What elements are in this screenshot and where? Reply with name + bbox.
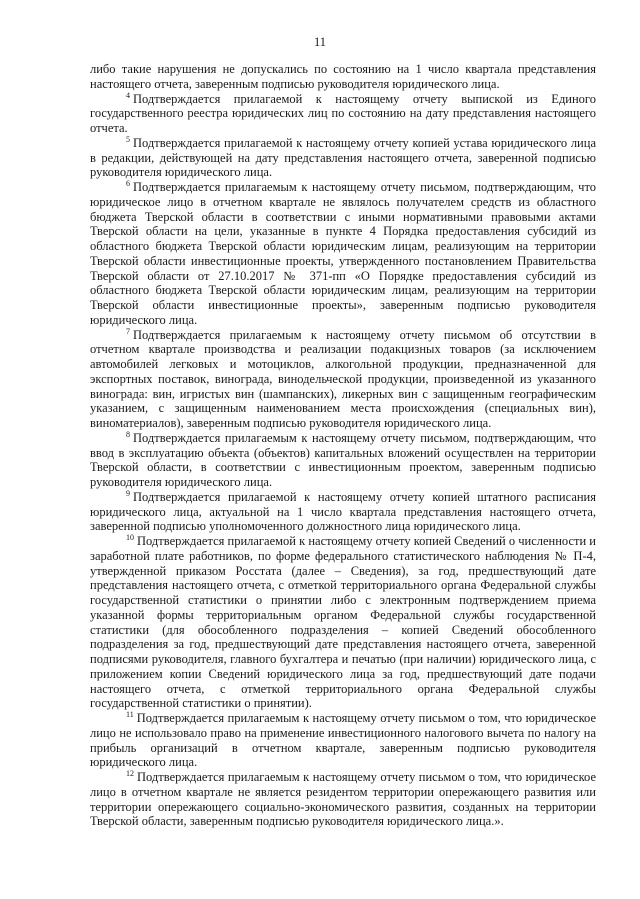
paragraph-text: Подтверждается прилагаемым к настоящему отчету письмом о том, что юридическое лицо в отчетном квартале не является резидентом территории опережающего развития или территории опережающего социально-экономического развития, созданных на территории Тверской области, заверенным подписью руководителя юридического лица.». <box>90 770 596 829</box>
page-number: 11 <box>313 35 327 49</box>
footnote-9 <box>90 490 596 534</box>
footnote-10 <box>90 534 596 711</box>
paragraph-text: Подтверждается прилагаемым к настоящему отчету письмом, подтверждающим, что ввод в эксплуатацию объекта (объектов) капитальных вложений осуществлен на территории Тверской области, в соответствии с инвестиционным проектом, заверенным подписью руководителя юридического лица. <box>90 430 596 489</box>
paragraph-text: Подтверждается прилагаемой к настоящему отчету копией устава юридического лица в редакции, действующей на дату представления настоящего отчета, заверенной подписью руководителя юридического лица. <box>90 135 596 180</box>
footnote-mark: 5 <box>126 134 130 144</box>
footnote-mark: 10 <box>126 533 134 542</box>
paragraph-text: либо такие нарушения не допускались по состоянию на 1 число квартала представления настоящего отчета, заверенным подписью руководителя юридического лица. <box>90 62 596 91</box>
footnote-11 <box>90 711 596 770</box>
footnote-4 <box>90 92 596 136</box>
footnote-mark: 12 <box>126 769 134 778</box>
paragraph-text: Подтверждается прилагаемой к настоящему отчету копией штатного расписания юридического лица, актуальной на 1 число квартала представления настоящего отчета, заверенной подписью уполномоченного должностного лица юридического лица. <box>90 489 596 534</box>
footnote-6 <box>90 180 596 328</box>
footnotes-text <box>90 62 596 829</box>
footnote-8 <box>90 431 596 490</box>
footnote-7 <box>90 328 596 431</box>
footnote-12 <box>90 770 596 829</box>
footnote-mark: 11 <box>126 710 134 719</box>
paragraph-continuation <box>90 62 596 92</box>
footnote-mark: 4 <box>126 90 130 100</box>
paragraph-text: Подтверждается прилагаемым к настоящему отчету письмом об отсутствии в отчетном квартале производства и реализации подакцизных товаров (за исключением автомобилей легковых и мотоциклов, алкогольной продукции, предназначенной для экспортных поставок, винограда, винодельческой продукции, произведенной из указанного винограда: вин, игристых вин (шампанских), ликерных вин с защищенным географическим указанием, с защищенным наименованием места происхождения (специальных вин), виноматериалов), заверенным подписью руководителя юридического лица. <box>90 327 596 430</box>
footnote-mark: 7 <box>126 326 130 336</box>
footnote-mark: 9 <box>126 488 130 498</box>
paragraph-text: Подтверждается прилагаемой к настоящему отчету копией Сведений о численности и заработной плате работников, по форме федерального статистического наблюдения № П-4, утвержденной приказом Росстата (далее – Сведения), за год, предшествующий дате представления настоящего отчета, с отметкой территориального органа Федеральной службы государственной статистики о принятии либо с электронным подтверждением приема указанной формы территориальным органом Федеральной службы государственной статистики (для обособленного подразделения – копией Сведений обособленного подразделения за год, предшествующий дате представления настоящего отчета, заверенной подписями руководителя, главного бухгалтера и печатью (при наличии) юридического лица, с приложением копии Сведений юридического лица за год, предшествующий дате подачи настоящего отчета, с отметкой территориального органа Федеральной службы государственной статистики о принятии). <box>90 534 596 711</box>
paragraph-text: Подтверждается прилагаемым к настоящему отчету письмом, подтверждающим, что юридическое лицо в отчетном квартале не являлось получателем средств из областного бюджета Тверской области в соответствии с иными нормативными правовыми актами Тверской области на цели, указанные в пункте 4 Порядка предоставления субсидий из областного бюджета Тверской области юридическим лицам, реализующим на территории Тверской области инвестиционные проекты, утвержденного постановлением Правительства Тверской области от 27.10.2017 № 371-пп «О Порядке предоставления субсидий из областного бюджета Тверской области юридическим лицам, реализующим на территории Тверской области инвестиционные проекты», заверенным подписью руководителя юридического лица. <box>90 180 596 327</box>
paragraph-text: Подтверждается прилагаемой к настоящему отчету выпиской из Единого государственного реестра юридических лиц по состоянию на дату представления настоящего отчета. <box>90 91 596 135</box>
paragraph-text: Подтверждается прилагаемым к настоящему отчету письмом о том, что юридическое лицо не использовало право на применение инвестиционного налогового вычета по налогу на прибыль организаций в отчетном квартале, заверенным подписью руководителя юридического лица. <box>90 711 596 770</box>
footnote-5 <box>90 136 596 180</box>
footnote-mark: 6 <box>126 179 130 188</box>
footnote-mark: 8 <box>126 429 130 439</box>
